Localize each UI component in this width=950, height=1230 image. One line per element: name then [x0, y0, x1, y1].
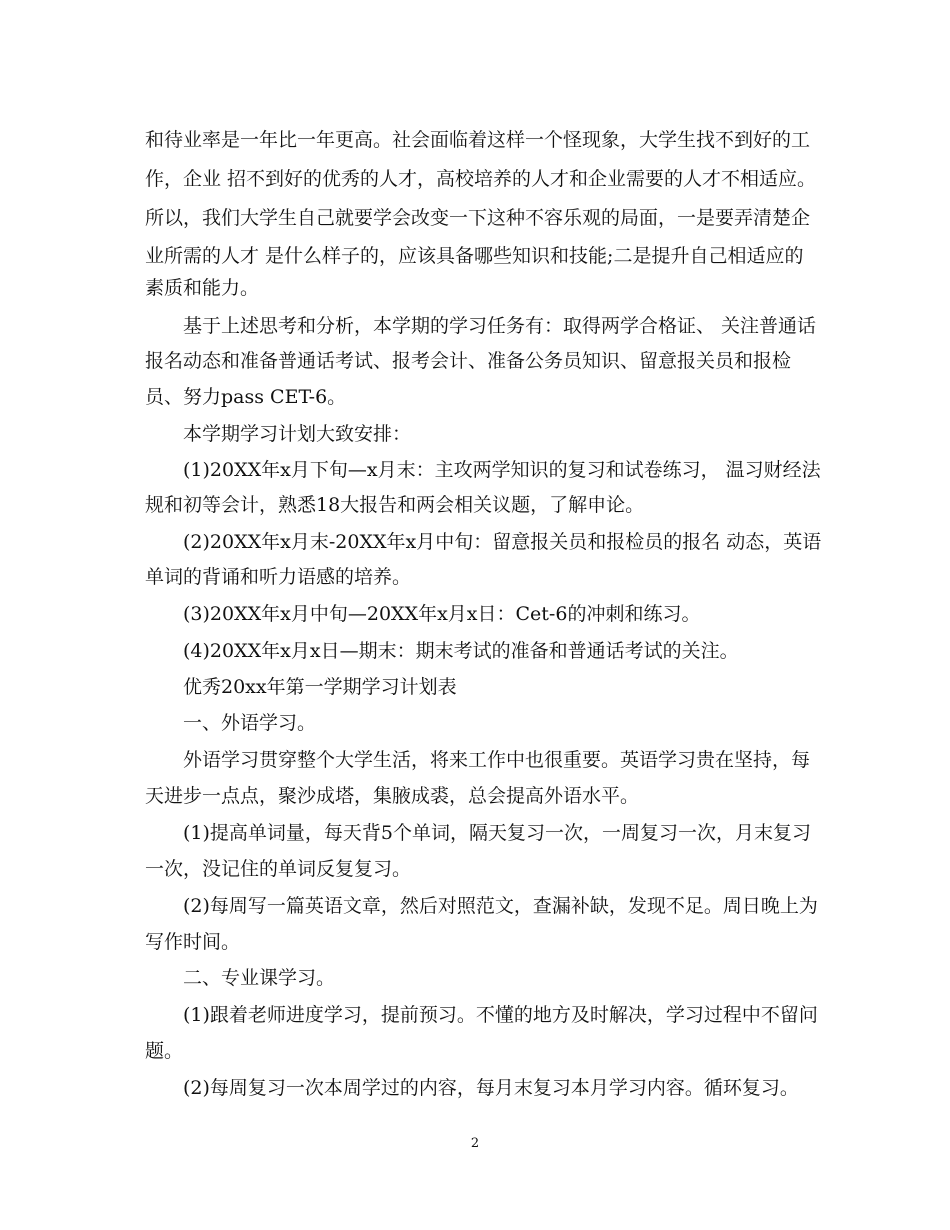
text-line: (4)20XX年x月x日—期末：期末考试的准备和普通话考试的关注。 — [183, 640, 739, 662]
text-line: 员、努力pass CET-6。 — [145, 386, 347, 408]
text-line: 所以，我们大学生自己就要学会改变一下这种不容乐观的局面，一是要弄清楚企 — [145, 207, 811, 229]
text-line: 题。 — [145, 1040, 184, 1062]
text-line: 单词的背诵和听力语感的培养。 — [145, 566, 412, 588]
text-line: 天进步一点点，聚沙成塔，集腋成裘，总会提高外语水平。 — [145, 785, 640, 807]
text-line: 业所需的人才 是什么样子的，应该具备哪些知识和技能;二是提升自己相适应的 — [145, 245, 804, 267]
text-line: 和待业率是一年比一年更高。社会面临着这样一个怪现象，大学生找不到好的工 — [145, 129, 811, 151]
text-line: 外语学习贯穿整个大学生活，将来工作中也很重要。英语学习贵在坚持，每 — [183, 749, 811, 771]
text-line: 规和初等会计，熟悉18大报告和两会相关议题，了解申论。 — [145, 494, 645, 516]
section-heading: 二、专业课学习。 — [183, 967, 336, 989]
text-line: (3)20XX年x月中旬—20XX年x月x日：Cet-6的冲刺和练习。 — [183, 603, 701, 625]
section-heading: 一、外语学习。 — [183, 712, 317, 734]
text-line: (1)20XX年x月下旬—x月末：主攻两学知识的复习和试卷练习， 温习财经法 — [183, 459, 821, 481]
page-number: 2 — [470, 1136, 480, 1151]
text-line: (1)提高单词量，每天背5个单词，隔天复习一次，一周复习一次，月末复习 — [183, 822, 812, 844]
text-line: 一次，没记住的单词反复复习。 — [145, 858, 412, 880]
text-line: 写作时间。 — [145, 931, 241, 953]
text-line: 本学期学习计划大致安排： — [183, 423, 412, 445]
text-line: 素质和能力。 — [145, 277, 260, 299]
text-line: 基于上述思考和分析，本学期的学习任务有：取得两学合格证、 关注普通话 — [183, 315, 817, 337]
text-line: 作，企业 招不到好的优秀的人才，高校培养的人才和企业需要的人才不相适应。 — [145, 168, 817, 190]
text-line: 报名动态和准备普通话考试、报考会计、准备公务员知识、留意报关员和报检 — [145, 350, 792, 372]
section-title: 优秀20xx年第一学期学习计划表 — [183, 676, 457, 698]
text-line: (2)20XX年x月末-20XX年x月中旬：留意报关员和报检员的报名 动态，英语 — [183, 531, 822, 553]
text-line: (1)跟着老师进度学习，提前预习。不懂的地方及时解决，学习过程中不留问 — [183, 1004, 818, 1026]
text-line: (2)每周复习一次本周学过的内容，每月末复习本月学习内容。循环复习。 — [183, 1077, 799, 1099]
text-line: (2)每周写一篇英语文章，然后对照范文，查漏补缺，发现不足。周日晚上为 — [183, 895, 818, 917]
